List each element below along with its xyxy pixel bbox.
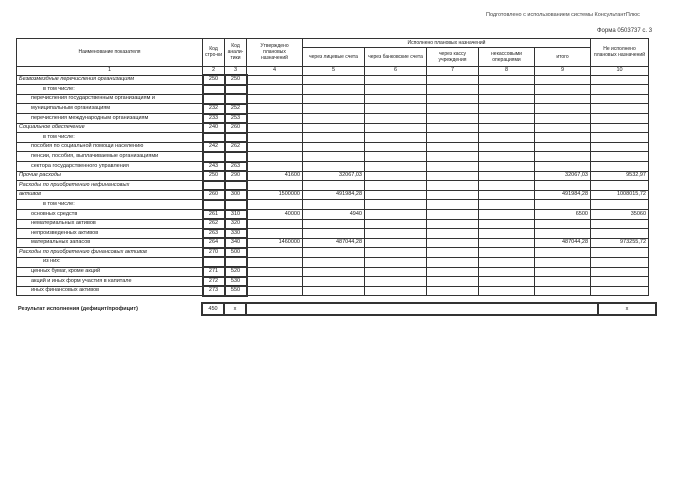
row-value xyxy=(303,162,365,172)
row-value xyxy=(427,286,479,296)
row-value xyxy=(591,248,649,258)
row-value: 4940 xyxy=(303,210,365,220)
row-code: 271 xyxy=(203,267,225,277)
table-row xyxy=(17,162,649,172)
row-value xyxy=(591,267,649,277)
row-value xyxy=(427,257,479,267)
row-analytics-code: 330 xyxy=(225,229,247,239)
row-value: 973255,72 xyxy=(591,238,649,248)
table-row xyxy=(17,257,649,267)
row-analytics-code: 290 xyxy=(225,171,247,181)
row-value: 6500 xyxy=(535,210,591,220)
row-value xyxy=(303,181,365,191)
col-via-banks: через банковские счета xyxy=(365,47,427,66)
result-empty xyxy=(246,303,598,315)
row-code: 273 xyxy=(203,286,225,296)
col-number: 2 xyxy=(203,66,225,75)
row-name: пенсии, пособия, выплачиваемые организациями xyxy=(17,152,203,162)
row-name: материальных запасов xyxy=(17,238,203,248)
row-value xyxy=(479,210,535,220)
col-via-accounts: через лицевые счета xyxy=(303,47,365,66)
row-name: Социальное обеспечение xyxy=(17,123,203,133)
row-value xyxy=(591,229,649,239)
row-value xyxy=(365,142,427,152)
col-executed-group: Исполнено плановых назначений xyxy=(303,39,591,48)
expenses-table xyxy=(16,38,649,297)
row-value xyxy=(535,104,591,114)
row-value: 491984,28 xyxy=(535,190,591,200)
row-value xyxy=(427,114,479,124)
table-row xyxy=(17,114,649,124)
row-analytics-code xyxy=(225,94,247,104)
row-value xyxy=(303,248,365,258)
row-value xyxy=(303,133,365,143)
table-row xyxy=(17,286,649,296)
row-code: 272 xyxy=(203,277,225,287)
row-value xyxy=(479,152,535,162)
row-value xyxy=(535,75,591,85)
col-row-code: Код стро-ки xyxy=(203,39,225,67)
row-value xyxy=(591,152,649,162)
row-code xyxy=(203,181,225,191)
row-analytics-code: 253 xyxy=(225,114,247,124)
table-row xyxy=(17,238,649,248)
col-number: 6 xyxy=(365,66,427,75)
row-value xyxy=(365,219,427,229)
row-value xyxy=(535,162,591,172)
row-value xyxy=(427,85,479,95)
row-value xyxy=(479,248,535,258)
row-analytics-code: 320 xyxy=(225,219,247,229)
row-value xyxy=(365,238,427,248)
row-value xyxy=(427,75,479,85)
row-value xyxy=(303,85,365,95)
row-value xyxy=(591,142,649,152)
row-value xyxy=(365,190,427,200)
row-value xyxy=(303,104,365,114)
row-value xyxy=(479,133,535,143)
col-number: 7 xyxy=(427,66,479,75)
result-table xyxy=(16,302,657,316)
row-name: из них: xyxy=(17,257,203,267)
col-number: 5 xyxy=(303,66,365,75)
row-value xyxy=(365,257,427,267)
row-value xyxy=(247,75,303,85)
result-not-executed: x xyxy=(598,303,656,315)
form-label: Форма 0503737 с. 3 xyxy=(597,28,653,34)
row-value xyxy=(247,162,303,172)
row-value xyxy=(303,94,365,104)
row-value: 41600 xyxy=(247,171,303,181)
row-value xyxy=(591,286,649,296)
result-analytics: x xyxy=(224,303,246,315)
col-number: 8 xyxy=(479,66,535,75)
row-analytics-code xyxy=(225,85,247,95)
row-code: 260 xyxy=(203,190,225,200)
row-code xyxy=(203,152,225,162)
row-value xyxy=(591,181,649,191)
row-code: 240 xyxy=(203,123,225,133)
row-code xyxy=(203,94,225,104)
row-value xyxy=(365,277,427,287)
row-analytics-code xyxy=(225,200,247,210)
row-value xyxy=(535,142,591,152)
row-name: пособия по социальной помощи населению xyxy=(17,142,203,152)
row-value: 32067,03 xyxy=(535,171,591,181)
table-row xyxy=(17,248,649,258)
row-value xyxy=(427,94,479,104)
row-name: в том числе: xyxy=(17,133,203,143)
row-value xyxy=(247,267,303,277)
row-code: 262 xyxy=(203,219,225,229)
row-value xyxy=(479,171,535,181)
row-name: основных средств xyxy=(17,210,203,220)
row-code: 263 xyxy=(203,229,225,239)
row-analytics-code: 263 xyxy=(225,162,247,172)
row-value xyxy=(479,114,535,124)
table-row xyxy=(17,267,649,277)
row-value xyxy=(479,267,535,277)
table-row xyxy=(17,181,649,191)
table-row xyxy=(17,104,649,114)
row-value xyxy=(591,75,649,85)
row-value xyxy=(365,181,427,191)
row-value xyxy=(427,162,479,172)
row-analytics-code: 262 xyxy=(225,142,247,152)
row-value xyxy=(365,114,427,124)
row-code xyxy=(203,200,225,210)
row-value xyxy=(303,219,365,229)
row-value xyxy=(303,257,365,267)
row-analytics-code: 260 xyxy=(225,123,247,133)
row-value xyxy=(365,229,427,239)
row-name: Прочие расходы xyxy=(17,171,203,181)
row-value: 1500000 xyxy=(247,190,303,200)
col-total: итого xyxy=(535,47,591,66)
row-value: 40000 xyxy=(247,210,303,220)
row-analytics-code: 530 xyxy=(225,277,247,287)
row-value xyxy=(365,133,427,143)
table-row xyxy=(17,142,649,152)
row-code: 232 xyxy=(203,104,225,114)
row-value xyxy=(427,219,479,229)
row-value: 35060 xyxy=(591,210,649,220)
row-analytics-code: 250 xyxy=(225,75,247,85)
row-value xyxy=(365,152,427,162)
col-approved: Утверждено плановых назначений xyxy=(247,39,303,67)
row-analytics-code: 340 xyxy=(225,238,247,248)
col-analytics-code: Код анали-тики xyxy=(225,39,247,67)
row-value xyxy=(535,200,591,210)
table-row xyxy=(17,210,649,220)
row-value xyxy=(479,162,535,172)
row-analytics-code: 310 xyxy=(225,210,247,220)
row-value xyxy=(427,104,479,114)
row-value xyxy=(479,238,535,248)
row-value xyxy=(365,200,427,210)
row-value xyxy=(365,162,427,172)
row-value xyxy=(591,104,649,114)
row-value xyxy=(535,277,591,287)
row-code: 261 xyxy=(203,210,225,220)
col-number: 1 xyxy=(17,66,203,75)
row-name: в том числе: xyxy=(17,200,203,210)
row-name: перечисления международным организациям xyxy=(17,114,203,124)
row-value xyxy=(247,123,303,133)
row-value xyxy=(427,229,479,239)
row-value xyxy=(535,123,591,133)
row-analytics-code xyxy=(225,257,247,267)
row-value xyxy=(427,277,479,287)
row-value xyxy=(303,286,365,296)
header-note: Подготовлено с использованием системы КонсультантПлюс xyxy=(486,12,640,18)
col-number: 4 xyxy=(247,66,303,75)
row-value xyxy=(535,267,591,277)
row-value xyxy=(247,229,303,239)
row-value xyxy=(427,200,479,210)
table-row xyxy=(17,219,649,229)
row-value xyxy=(479,104,535,114)
row-name: перечисления государственным организациям и xyxy=(17,94,203,104)
row-value xyxy=(365,85,427,95)
row-value xyxy=(303,152,365,162)
row-value xyxy=(535,248,591,258)
row-value xyxy=(427,267,479,277)
table-row xyxy=(17,75,649,85)
col-number: 9 xyxy=(535,66,591,75)
row-name: Безвозмездные перечисления организациям xyxy=(17,75,203,85)
row-value xyxy=(591,114,649,124)
row-code: 270 xyxy=(203,248,225,258)
row-analytics-code: 252 xyxy=(225,104,247,114)
row-value xyxy=(591,219,649,229)
row-code: 264 xyxy=(203,238,225,248)
table-row xyxy=(17,171,649,181)
row-value xyxy=(247,94,303,104)
table-row xyxy=(17,190,649,200)
row-name: нематериальных активов xyxy=(17,219,203,229)
row-value xyxy=(365,75,427,85)
row-name: Расходы по приобретению финансовых активов xyxy=(17,248,203,258)
col-number: 3 xyxy=(225,66,247,75)
col-not-executed: Не исполнено плановых назначений xyxy=(591,39,649,67)
row-value xyxy=(535,85,591,95)
row-value xyxy=(303,200,365,210)
row-name: в том числе: xyxy=(17,85,203,95)
row-value xyxy=(247,152,303,162)
row-value xyxy=(365,123,427,133)
table-row xyxy=(17,133,649,143)
row-value xyxy=(427,142,479,152)
row-name: непроизведенных активов xyxy=(17,229,203,239)
result-code: 450 xyxy=(202,303,224,315)
row-value xyxy=(303,229,365,239)
row-name: акций и иных форм участия в капитале xyxy=(17,277,203,287)
row-value xyxy=(303,75,365,85)
row-code: 242 xyxy=(203,142,225,152)
row-value xyxy=(591,257,649,267)
row-value xyxy=(365,286,427,296)
row-value xyxy=(303,277,365,287)
row-value xyxy=(303,123,365,133)
row-analytics-code: 500 xyxy=(225,248,247,258)
table-row xyxy=(17,229,649,239)
row-value xyxy=(365,248,427,258)
row-value xyxy=(247,277,303,287)
row-value xyxy=(535,152,591,162)
row-value xyxy=(535,181,591,191)
col-via-cash: через кассу учреждения xyxy=(427,47,479,66)
row-value xyxy=(247,142,303,152)
row-value: 1460000 xyxy=(247,238,303,248)
row-value xyxy=(479,200,535,210)
row-value xyxy=(591,162,649,172)
row-code: 233 xyxy=(203,114,225,124)
row-code xyxy=(203,85,225,95)
row-value xyxy=(479,229,535,239)
row-value xyxy=(427,171,479,181)
row-value xyxy=(479,219,535,229)
row-value xyxy=(591,277,649,287)
table-row xyxy=(17,123,649,133)
row-value xyxy=(247,114,303,124)
row-analytics-code: 300 xyxy=(225,190,247,200)
row-value xyxy=(479,94,535,104)
row-value xyxy=(427,248,479,258)
row-value xyxy=(479,75,535,85)
row-value: 1008015,72 xyxy=(591,190,649,200)
row-value xyxy=(535,257,591,267)
row-name: сектора государственного управления xyxy=(17,162,203,172)
row-value xyxy=(591,200,649,210)
row-value xyxy=(535,286,591,296)
row-value xyxy=(247,133,303,143)
row-value xyxy=(535,133,591,143)
row-value xyxy=(303,267,365,277)
row-value xyxy=(427,152,479,162)
row-value xyxy=(479,286,535,296)
table-row xyxy=(17,200,649,210)
row-analytics-code: 520 xyxy=(225,267,247,277)
row-value xyxy=(479,142,535,152)
row-value xyxy=(247,85,303,95)
col-name: Наименование показателя xyxy=(17,39,203,67)
row-value xyxy=(479,85,535,95)
row-value xyxy=(365,171,427,181)
row-value xyxy=(427,190,479,200)
row-value xyxy=(479,123,535,133)
row-code xyxy=(203,133,225,143)
row-name: муниципальным организациям xyxy=(17,104,203,114)
row-value xyxy=(247,248,303,258)
row-code xyxy=(203,257,225,267)
row-value xyxy=(365,267,427,277)
row-value xyxy=(479,277,535,287)
row-value: 491984,28 xyxy=(303,190,365,200)
row-value xyxy=(427,238,479,248)
row-value xyxy=(247,219,303,229)
row-value xyxy=(427,123,479,133)
row-value xyxy=(535,94,591,104)
row-value xyxy=(591,133,649,143)
row-value: 487044,28 xyxy=(535,238,591,248)
row-value xyxy=(535,114,591,124)
row-analytics-code xyxy=(225,181,247,191)
row-value xyxy=(591,85,649,95)
row-value xyxy=(365,210,427,220)
row-value xyxy=(535,219,591,229)
row-name: иных финансовых активов xyxy=(17,286,203,296)
row-value xyxy=(427,210,479,220)
row-value xyxy=(365,94,427,104)
row-analytics-code xyxy=(225,133,247,143)
row-code: 250 xyxy=(203,171,225,181)
result-label: Результат исполнения (дефицит/профицит) xyxy=(18,306,138,312)
row-value xyxy=(247,104,303,114)
row-value xyxy=(479,257,535,267)
row-value xyxy=(591,94,649,104)
row-value xyxy=(365,104,427,114)
row-value: 487044,28 xyxy=(303,238,365,248)
table-row xyxy=(17,94,649,104)
row-value xyxy=(479,181,535,191)
col-number: 10 xyxy=(591,66,649,75)
row-value xyxy=(427,181,479,191)
row-value: 32067,03 xyxy=(303,171,365,181)
row-value xyxy=(427,133,479,143)
row-value xyxy=(591,123,649,133)
table-row xyxy=(17,152,649,162)
row-name: ценных бумаг, кроме акций xyxy=(17,267,203,277)
table-row xyxy=(17,85,649,95)
row-value xyxy=(247,200,303,210)
row-value xyxy=(535,229,591,239)
table-row xyxy=(17,277,649,287)
col-non-cash: некассовыми операциями xyxy=(479,47,535,66)
row-analytics-code xyxy=(225,152,247,162)
row-value xyxy=(247,257,303,267)
row-analytics-code: 550 xyxy=(225,286,247,296)
row-value xyxy=(303,114,365,124)
row-code: 250 xyxy=(203,75,225,85)
row-value xyxy=(303,142,365,152)
row-value xyxy=(247,286,303,296)
row-name: Расходы по приобретению нефинансовых xyxy=(17,181,203,191)
row-value xyxy=(479,190,535,200)
row-value: 9532,97 xyxy=(591,171,649,181)
row-value xyxy=(247,181,303,191)
row-code: 243 xyxy=(203,162,225,172)
row-name: активов xyxy=(17,190,203,200)
